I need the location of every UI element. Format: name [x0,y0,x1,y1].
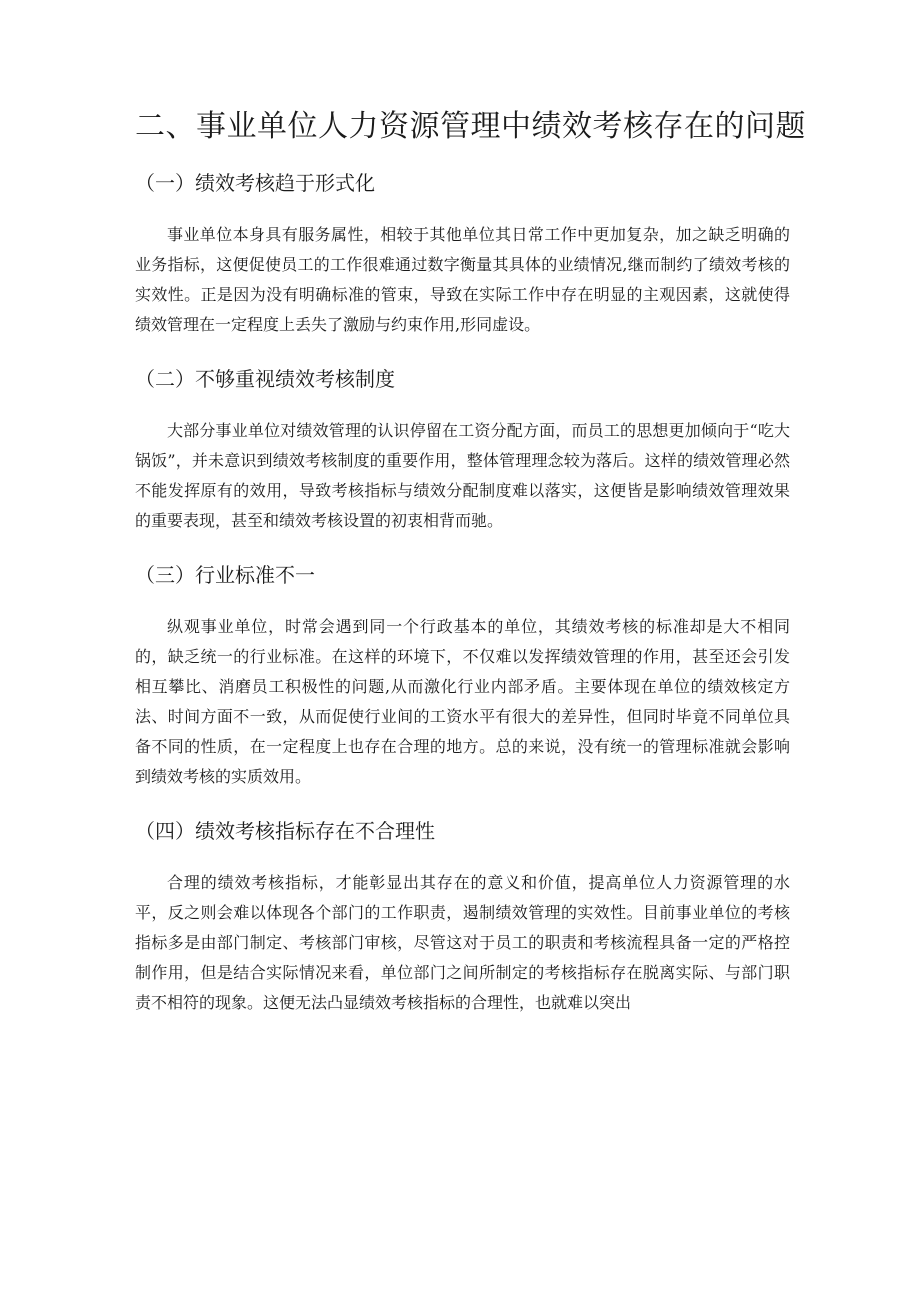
document-page [135,104,806,1037]
section-heading-1: （一）绩效考核趋于形式化 [135,171,375,195]
section-heading-2: （二）不够重视绩效考核制度 [135,367,395,391]
section-paragraph-1: 事业单位本身具有服务属性，相较于其他单位其日常工作中更加复杂，加之缺乏明确的业务指标，这便促使员工的工作很难通过数字衡量其具体的业绩情况,继而制约了绩效考核的实效性。正是因为没有明确标准的管束，导致在实际工作中存在明显的主观因素，这就使得绩效管理在一定程度上丢失了激励与约束作用,形同虚设。 [135,225,790,334]
section-heading-4: （四）绩效考核指标存在不合理性 [135,819,435,843]
section-paragraph-3: 纵观事业单位，时常会遇到同一个行政基本的单位，其绩效考核的标准却是大不相同的，缺乏统一的行业标准。在这样的环境下，不仅难以发挥绩效管理的作用，甚至还会引发相互攀比、消磨员工积极性的问题,从而激化行业内部矛盾。主要体现在单位的绩效核定方法、时间方面不一致，从而促使行业间的工资水平有很大的差异性，但同时毕竟不同单位具备不同的性质，在一定程度上也存在合理的地方。总的来说，没有统一的管理标准就会影响到绩效考核的实质效用。 [135,617,790,786]
document-title: 二、事业单位人力资源管理中绩效考核存在的问题 [135,109,806,144]
section-heading-3: （三）行业标准不一 [135,563,315,587]
section-paragraph-4: 合理的绩效考核指标，才能彰显出其存在的意义和价值，提高单位人力资源管理的水平，反之则会难以体现各个部门的工作职责，遏制绩效管理的实效性。目前事业单位的考核指标多是由部门制定、考核部门审核，尽管这对于员工的职责和考核流程具备一定的严格控制作用，但是结合实际情况来看，单位部门之间所制定的考核指标存在脱离实际、与部门职责不相符的现象。这便无法凸显绩效考核指标的合理性，也就难以突出 [135,873,790,1012]
section-paragraph-2: 大部分事业单位对绩效管理的认识停留在工资分配方面，而员工的思想更加倾向于“吃大锅饭”，并未意识到绩效考核制度的重要作用，整体管理理念较为落后。这样的绩效管理必然不能发挥原有的效用，导致考核指标与绩效分配制度难以落实，这便皆是影响绩效管理效果的重要表现，甚至和绩效考核设置的初衷相背而驰。 [135,421,790,530]
